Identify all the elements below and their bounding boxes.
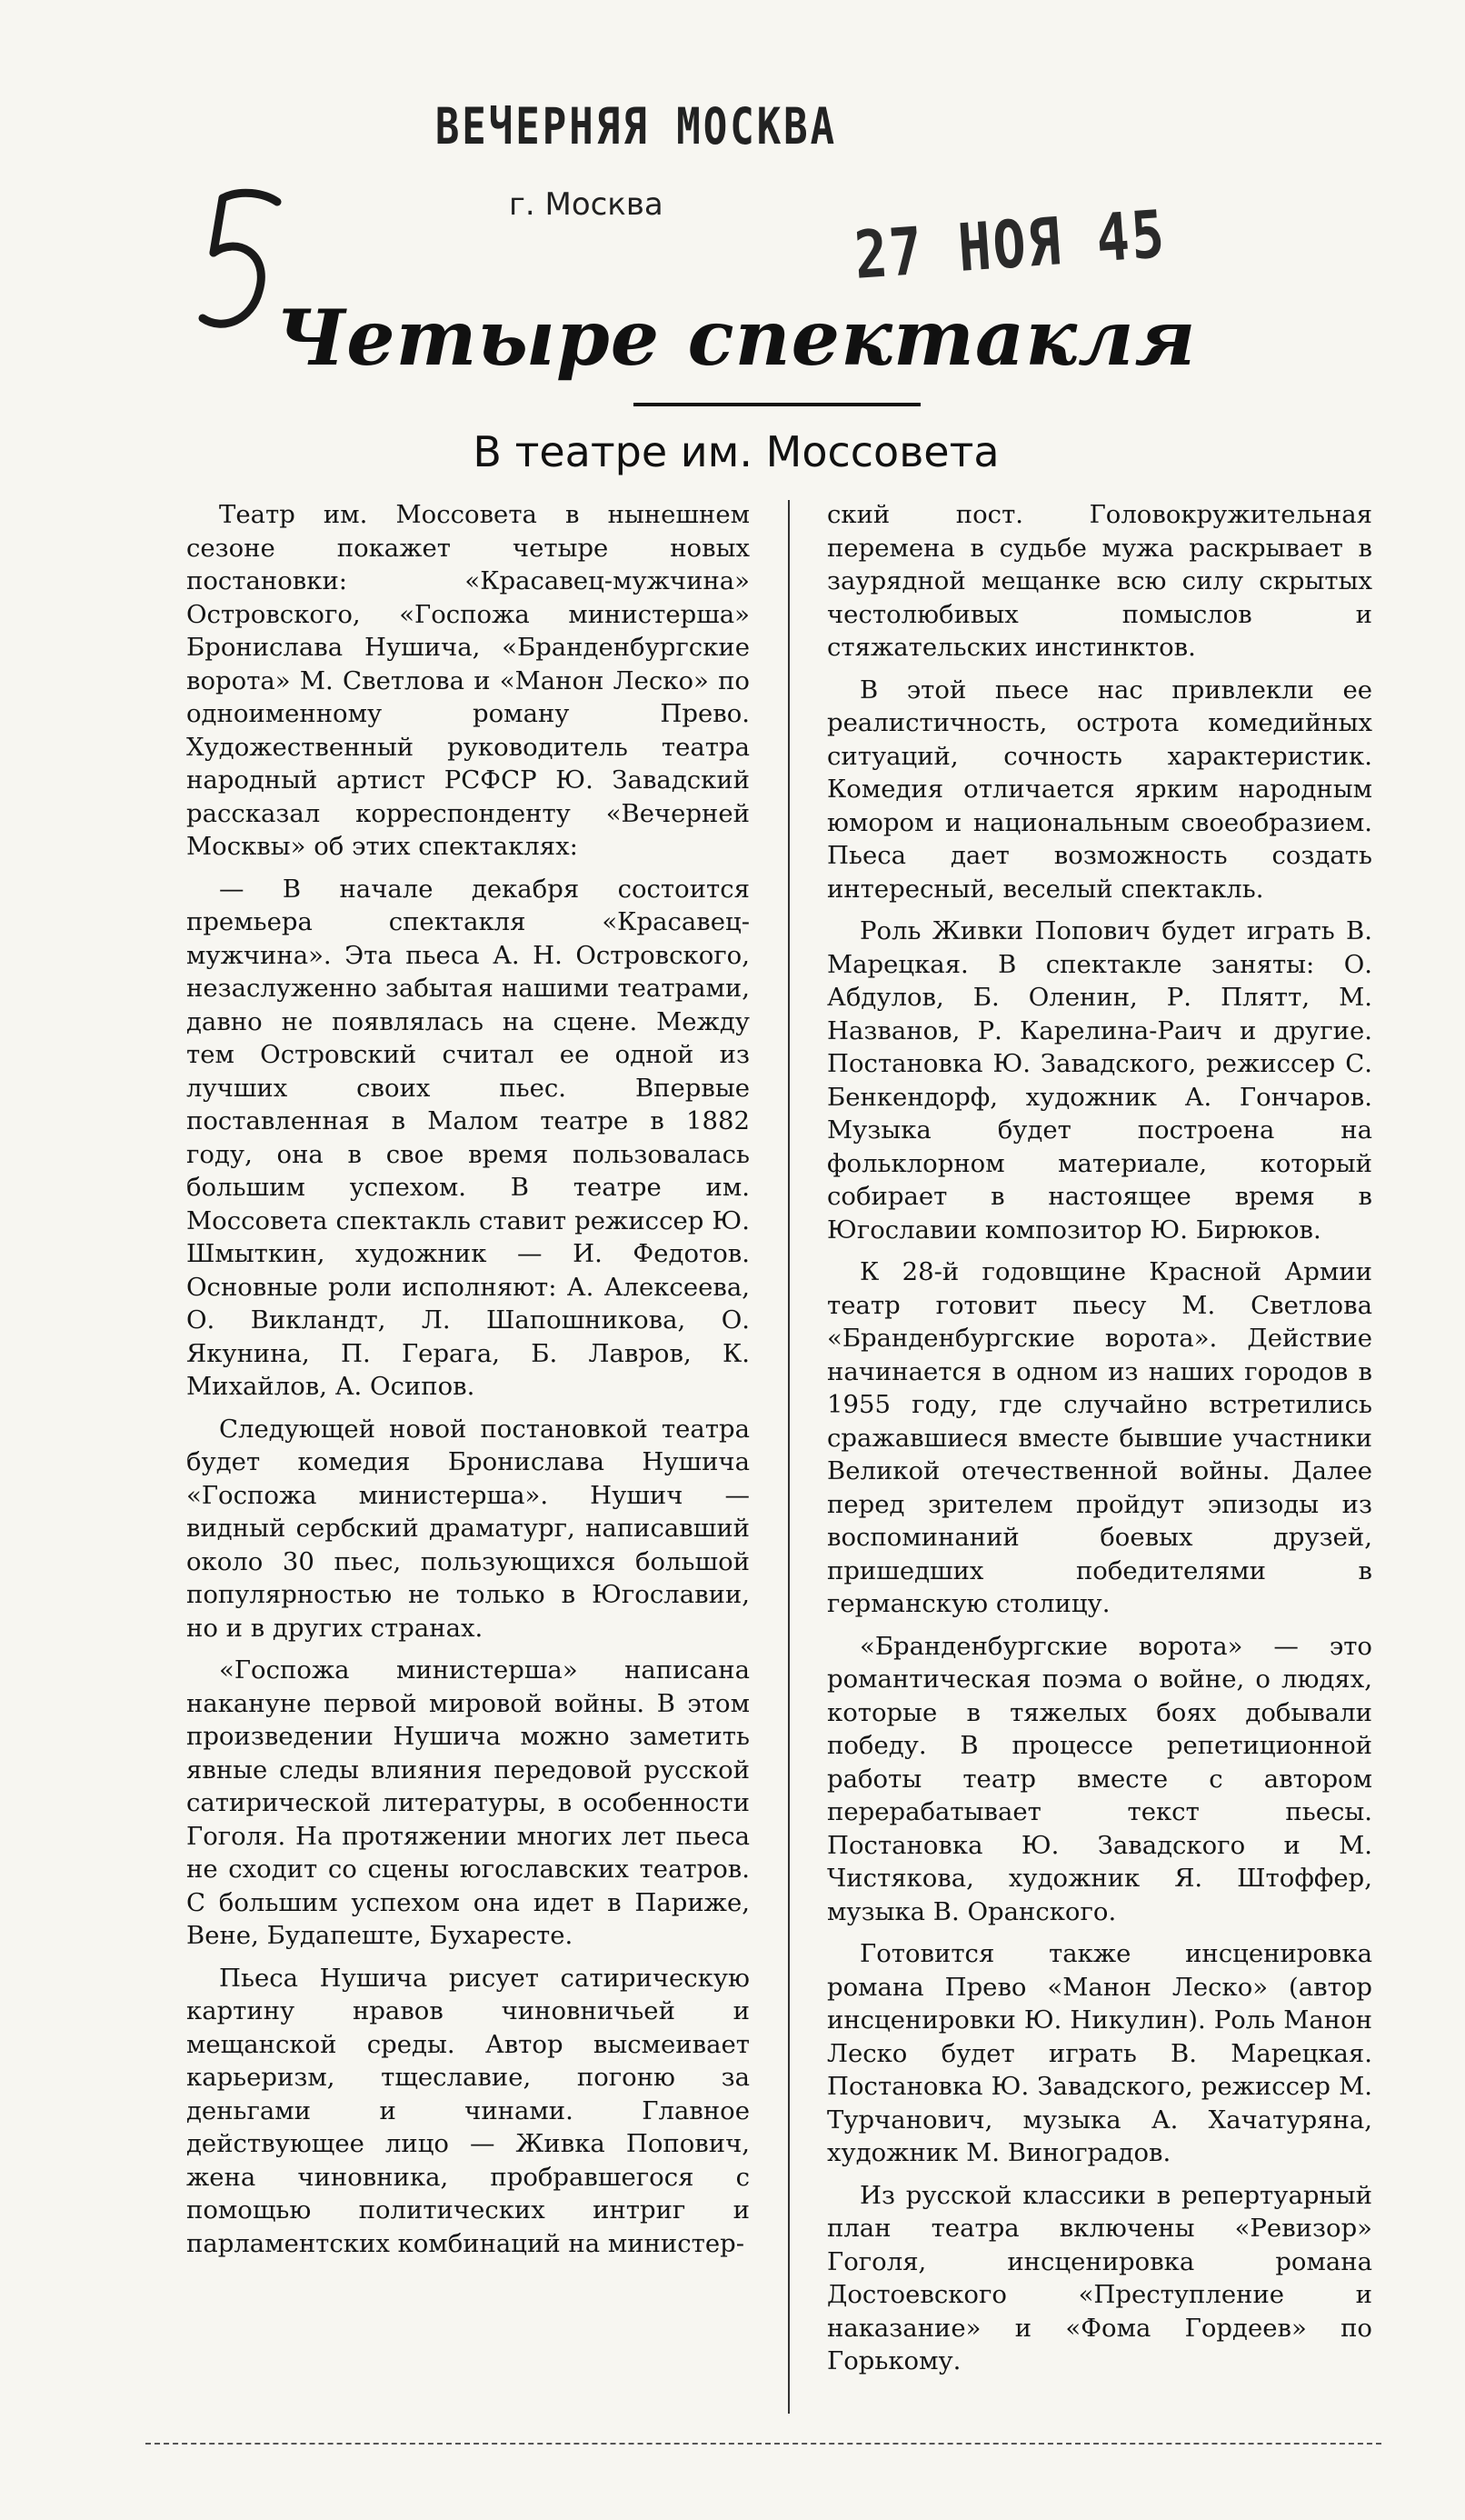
city-stamp: г. Москва <box>509 186 663 223</box>
paragraph: Роль Живки Попович будет играть В. Марецкая. В спектакле заняты: О. Абдулов, Б. Оленин, Р. Плятт, М. Названов, Р. Карелина-Раич и другие. Постановка Ю. Завадского, режиссер С. Бенкендорф, художник А. Гончаров. Музыка будет построена на фольклорном материале, который собирает в настоящее время в Югославии композитор Ю. Бирюков. <box>827 916 1372 1245</box>
paragraph: Из русской классики в репертуарный план театра включены «Ревизор» Гоголя, инсценировка романа Достоевского «Преступление и наказание» и «Фома Гордеев» по Горькому. <box>827 2180 1372 2375</box>
paragraph: — В начале декабря состоится премьера спектакля «Красавец-мужчина». Эта пьеса А. Н. Островского, незаслуженно забытая нашими театрами, давно не появлялась на сцене. Между тем Островский считал ее одной из лучших своих пьес. Впервые поставленная в Малом театре в 1882 году, она в свое время пользовалась большим успехом. В театре им. Моссовета спектакль ставит режиссер Ю. Шмыткин, художник — И. Федотов. Основные роли исполняют: А. Алексеева, О. Викландт, Л. Шапошникова, О. Якунина, П. Герага, Б. Лавров, К. Михайлов, А. Осипов. <box>186 874 750 1401</box>
date-stamp: 27 НОЯ 45 <box>852 196 1169 295</box>
article-subheadline: В театре им. Моссовета <box>473 427 1000 476</box>
paragraph: Пьеса Нушича рисует сатирическую картину нравов чиновничьей и мещанской среды. Автор высмеивает карьеризм, тщеславие, погоню за деньгами и чинами. Главное действующее лицо — Живка Попович, жена чиновника, пробравшегося с помощью политических интриг и парламентских комбинаций на министер- <box>186 1963 750 2258</box>
paragraph: «Бранденбургские ворота» — это романтическая поэма о войне, о людях, которые в тяжелых боях добывали победу. В процессе репетиционной работы театр вместе с автором перерабатывает текст пьесы. Постановка Ю. Завадского и М. Чистякова, художник Я. Штоффер, музыка В. Оранского. <box>827 1631 1372 1926</box>
handwritten-folio-number <box>186 182 286 336</box>
newspaper-name-stamp: ВЕЧЕРНЯЯ МОСКВА <box>434 98 838 156</box>
paragraph: Следующей новой постановкой театра будет комедия Бронислава Нушича «Госпожа министерша». Нушич — видный сербский драматург, написавший около 30 пьес, пользующихся большой популярностью не только в Югославии, но и в других странах. <box>186 1414 750 1643</box>
article-column-left <box>186 498 750 2269</box>
paragraph: Готовится также инсценировка романа Прево «Манон Леско» (автор инсценировки Ю. Никулин). Роль Манон Леско будет играть В. Марецкая. Постановка Ю. Завадского, режиссер М. Турчанович, музыка А. Хачатуряна, художник М. Виноградов. <box>827 1939 1372 2167</box>
article-column-right <box>827 498 1372 2387</box>
paragraph: «Госпожа министерша» написана накануне первой мировой войны. В этом произведении Нушича можно заметить явные следы влияния передовой русской сатирической литературы, в особенности Гоголя. На протяжении многих лет пьеса не сходит со сцены югославских театров. С большим успехом она идет в Париже, Вене, Будапеште, Бухаресте. <box>186 1655 750 1950</box>
paragraph: ский пост. Головокружительная перемена в судьбе мужа раскрывает в заурядной мещанке всю силу скрытых честолюбивых помыслов и стяжательских инстинктов. <box>827 500 1372 662</box>
paragraph: Театр им. Моссовета в нынешнем сезоне покажет четыре новых постановки: «Красавец-мужчина» Островского, «Госпожа министерша» Бронислава Нушича, «Бранденбургские ворота» М. Светлова и «Манон Леско» по одноименному роману Прево. Художественный руководитель театра народный артист РСФСР Ю. Завадский рассказал корреспонденту «Вечерней Москвы» об этих спектаклях: <box>186 500 750 861</box>
paragraph: В этой пьесе нас привлекли ее реалистичность, острота комедийных ситуаций, сочность характеристик. Комедия отличается ярким народным юмором и национальным своеобразием. Пьеса дает возможность создать интересный, веселый спектакль. <box>827 675 1372 904</box>
headline-rule <box>633 403 921 406</box>
paragraph: К 28-й годовщине Красной Армии театр готовит пьесу М. Светлова «Бранденбургские ворота». Действие начинается в одном из наших городов в 1955 году, где случайно встретились сражавшиеся вместе бывшие участники Великой отечественной войны. Далее перед зрителем пройдут эпизоды из воспоминаний боевых друзей, пришедших победителями в германскую столицу. <box>827 1257 1372 1618</box>
column-divider <box>788 500 790 2414</box>
article-headline: Четыре спектакля <box>275 293 1197 383</box>
clipping-bottom-edge <box>145 2443 1381 2445</box>
